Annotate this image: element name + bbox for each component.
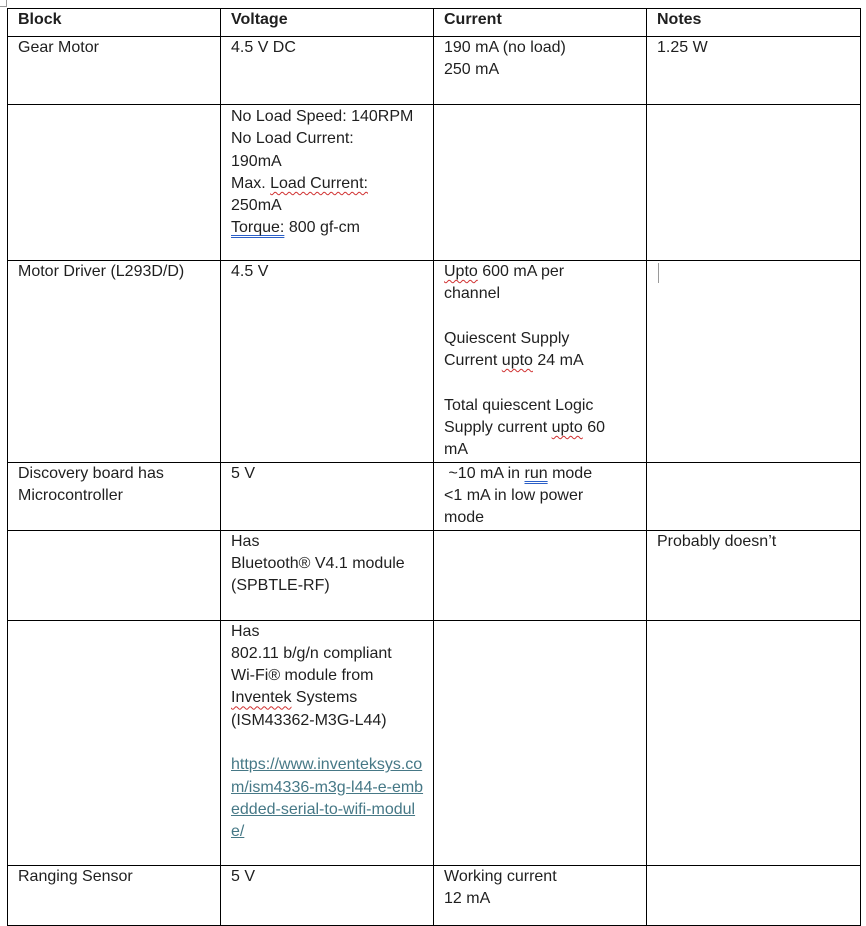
header-current: Current bbox=[434, 9, 647, 37]
cell-block[interactable] bbox=[8, 530, 221, 620]
cell-text bbox=[231, 217, 425, 239]
cell-text: Microcontroller bbox=[18, 486, 123, 504]
table-row bbox=[8, 865, 861, 925]
cell-text: Motor Driver (L293D/D) bbox=[18, 263, 185, 280]
cell-current[interactable] bbox=[434, 865, 647, 925]
header-notes: Notes bbox=[647, 9, 861, 37]
cell-block[interactable] bbox=[8, 105, 221, 261]
cell-text: 12 mA bbox=[444, 889, 491, 907]
cell-text bbox=[231, 173, 425, 195]
cell-text: <1 mA in low power bbox=[444, 486, 584, 504]
cell-text: 4.5 V bbox=[231, 263, 269, 280]
power-budget-table bbox=[7, 8, 861, 926]
cell-notes[interactable] bbox=[647, 530, 861, 620]
cell-text bbox=[444, 261, 638, 283]
table-row bbox=[8, 105, 861, 261]
cell-text: Ranging Sensor bbox=[18, 867, 133, 885]
cell-text: Probably doesn’t bbox=[657, 532, 777, 550]
cell-text: mode bbox=[444, 509, 485, 527]
cell-text: 250 mA bbox=[444, 61, 500, 79]
text-run: 60 bbox=[582, 419, 605, 437]
paragraph-spacer bbox=[444, 306, 638, 328]
cell-text: 1.25 W bbox=[657, 39, 708, 56]
header-block: Block bbox=[8, 9, 221, 37]
cell-voltage[interactable] bbox=[221, 105, 434, 261]
cell-text: Wi-Fi® module from bbox=[231, 667, 374, 685]
document-corner-mark bbox=[0, 0, 7, 7]
cell-text bbox=[444, 463, 638, 485]
cell-text: Working current bbox=[444, 867, 557, 885]
cell-block[interactable] bbox=[8, 261, 221, 463]
spelling-underline[interactable]: Load Current: bbox=[270, 174, 368, 192]
text-run: mode bbox=[547, 464, 593, 482]
cell-text: No Load Speed: 140RPM bbox=[231, 108, 414, 125]
text-run: Current bbox=[444, 352, 502, 370]
cell-text: channel bbox=[444, 285, 501, 303]
paragraph-spacer bbox=[231, 732, 425, 754]
cell-block[interactable] bbox=[8, 865, 221, 925]
grammar-underline[interactable]: Torque: bbox=[231, 219, 285, 237]
cell-text bbox=[444, 417, 638, 439]
cell-text: Total quiescent Logic bbox=[444, 396, 594, 414]
text-run: 24 mA bbox=[532, 352, 584, 370]
text-run: 800 gf-cm bbox=[284, 219, 360, 237]
text-run: 600 mA per bbox=[477, 263, 565, 280]
cell-notes[interactable] bbox=[647, 261, 861, 463]
text-run: Supply current bbox=[444, 419, 552, 437]
cell-text: mA bbox=[444, 441, 468, 459]
cell-text: 190 mA (no load) bbox=[444, 39, 566, 56]
text-cursor bbox=[658, 263, 659, 283]
paragraph-spacer bbox=[444, 372, 638, 394]
cell-notes[interactable] bbox=[647, 620, 861, 865]
cell-voltage[interactable] bbox=[221, 37, 434, 105]
cell-current[interactable] bbox=[434, 620, 647, 865]
table-header-row bbox=[8, 9, 861, 37]
cell-text: 250mA bbox=[231, 197, 282, 215]
cell-text bbox=[231, 687, 425, 709]
table-row bbox=[8, 462, 861, 530]
cell-text: (ISM43362-M3G-L44) bbox=[231, 711, 387, 729]
cell-text: 190mA bbox=[231, 152, 282, 170]
spelling-underline[interactable]: upto bbox=[501, 352, 533, 370]
text-run: Systems bbox=[291, 689, 358, 707]
cell-text: Discovery board has bbox=[18, 464, 164, 482]
cell-voltage[interactable] bbox=[221, 530, 434, 620]
cell-voltage[interactable] bbox=[221, 620, 434, 865]
grammar-underline[interactable]: run bbox=[524, 464, 548, 482]
cell-text: 5 V bbox=[231, 464, 256, 482]
cell-text: Bluetooth® V4.1 module bbox=[231, 554, 405, 572]
spelling-underline[interactable]: Upto bbox=[444, 263, 478, 280]
cell-notes[interactable] bbox=[647, 105, 861, 261]
cell-text: 802.11 b/g/n compliant bbox=[231, 644, 392, 662]
cell-block[interactable] bbox=[8, 462, 221, 530]
cell-notes[interactable] bbox=[647, 865, 861, 925]
cell-block[interactable] bbox=[8, 620, 221, 865]
header-voltage: Voltage bbox=[221, 9, 434, 37]
cell-text: Quiescent Supply bbox=[444, 329, 570, 347]
cell-text bbox=[444, 350, 638, 372]
cell-text: (SPBTLE-RF) bbox=[231, 577, 330, 595]
cell-text: Has bbox=[231, 622, 260, 640]
cell-block[interactable] bbox=[8, 37, 221, 105]
spelling-underline[interactable]: upto bbox=[551, 419, 583, 437]
cell-text: 5 V bbox=[231, 867, 256, 885]
cell-voltage[interactable] bbox=[221, 462, 434, 530]
cell-current[interactable] bbox=[434, 530, 647, 620]
cell-current[interactable] bbox=[434, 462, 647, 530]
cell-text: Has bbox=[231, 532, 260, 550]
cell-voltage[interactable] bbox=[221, 261, 434, 463]
cell-current[interactable] bbox=[434, 261, 647, 463]
spelling-underline[interactable]: Inventek bbox=[231, 689, 292, 707]
cell-current[interactable] bbox=[434, 105, 647, 261]
cell-text: No Load Current: bbox=[231, 130, 354, 148]
text-run: ~10 mA in bbox=[444, 464, 525, 482]
text-run: Max. bbox=[231, 174, 271, 192]
table-row bbox=[8, 37, 861, 105]
table-row bbox=[8, 261, 861, 463]
cell-notes[interactable] bbox=[647, 462, 861, 530]
cell-text: Gear Motor bbox=[18, 39, 99, 56]
inventek-module-link[interactable]: https://www.inventeksys.com/ism4336-m3g-l44-e-embedded-serial-to-wifi-module/ bbox=[231, 756, 424, 841]
table-row bbox=[8, 530, 861, 620]
cell-current[interactable] bbox=[434, 37, 647, 105]
cell-notes[interactable] bbox=[647, 37, 861, 105]
table-row bbox=[8, 620, 861, 865]
cell-voltage[interactable] bbox=[221, 865, 434, 925]
cell-text: 4.5 V DC bbox=[231, 39, 296, 56]
